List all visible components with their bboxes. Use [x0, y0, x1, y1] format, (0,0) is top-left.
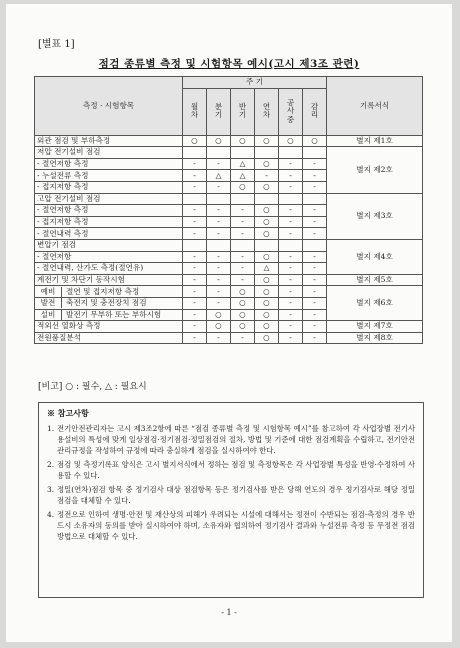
period-cell: ○ — [183, 135, 207, 147]
notes-heading: ※ 참고사항 — [47, 408, 89, 418]
period-cell: ○ — [255, 309, 279, 321]
form-cell: 별지 제6호 — [327, 286, 423, 321]
gen-group-label: 설비 — [35, 310, 62, 320]
period-cell — [183, 147, 207, 159]
period-cell: - — [207, 158, 231, 170]
period-cell: - — [207, 297, 231, 309]
row-label: - 절연저항 — [35, 251, 183, 263]
header-item: 측정 · 시험항목 — [35, 77, 183, 136]
period-cell: - — [279, 251, 303, 263]
period-cell: - — [279, 170, 303, 182]
period-cell: ○ — [255, 135, 279, 147]
form-cell: 별지 제1호 — [327, 135, 423, 147]
period-cell: - — [183, 158, 207, 170]
period-cell — [183, 193, 207, 205]
period-label: 반기 — [238, 101, 247, 120]
period-cell: - — [279, 205, 303, 217]
note-number: 4. — [47, 510, 55, 519]
row-label: - 접지저항 측정 — [35, 181, 183, 193]
period-cell: - — [303, 332, 327, 344]
period-label: 분기 — [214, 101, 223, 120]
period-cell: - — [207, 181, 231, 193]
period-cell: - — [279, 216, 303, 228]
period-cell: ○ — [255, 205, 279, 217]
period-cell — [231, 239, 255, 251]
header-period-0 — [183, 88, 207, 135]
period-cell — [279, 147, 303, 159]
period-cell: ○ — [255, 332, 279, 344]
period-cell: - — [207, 205, 231, 217]
row-label: 고압 전기설비 점검 — [35, 193, 183, 205]
period-cell: - — [183, 309, 207, 321]
note-item — [47, 509, 415, 542]
period-cell: - — [183, 297, 207, 309]
period-cell — [183, 239, 207, 251]
period-cell: - — [255, 170, 279, 182]
note-text: 정밀(연차)점검 항목 중 정기검사 대상 점검항목 등은 정기검사를 받은 당해 연도의 경우 정기검사로 해당 정밀점검을 대체할 수 있다. — [57, 485, 415, 505]
period-cell: - — [207, 228, 231, 240]
period-cell: - — [183, 251, 207, 263]
period-cell: - — [207, 263, 231, 275]
form-cell: 별지 제5호 — [327, 274, 423, 286]
period-cell: ○ — [255, 181, 279, 193]
period-cell: - — [279, 263, 303, 275]
header-period-5 — [303, 88, 327, 135]
period-cell: - — [303, 251, 327, 263]
period-cell: - — [183, 181, 207, 193]
period-cell: ○ — [231, 286, 255, 298]
period-cell: - — [303, 228, 327, 240]
form-cell: 별지 제7호 — [327, 321, 423, 333]
period-cell — [255, 239, 279, 251]
period-cell: ○ — [231, 321, 255, 333]
period-cell: - — [303, 158, 327, 170]
period-cell: - — [303, 263, 327, 275]
gen-group-label: 예비 — [35, 287, 62, 297]
period-cell — [231, 193, 255, 205]
form-cell: 별지 제3호 — [327, 193, 423, 239]
period-cell: - — [303, 321, 327, 333]
period-cell: - — [207, 274, 231, 286]
note-item — [47, 423, 415, 456]
period-cell: ○ — [231, 181, 255, 193]
period-cell: - — [183, 205, 207, 217]
period-cell: - — [303, 205, 327, 217]
note-number: 2. — [47, 460, 55, 469]
header-period-2 — [231, 88, 255, 135]
period-cell: ○ — [207, 135, 231, 147]
row-label: 외관 점검 및 부하측정 — [35, 135, 183, 147]
period-cell: - — [279, 309, 303, 321]
period-cell: - — [183, 274, 207, 286]
note-text: 전기안전관리자는 고시 제3조2항에 따른 “점검 종류별 측정 및 시험항목 예시”를 참고하여 각 사업장별 전기사용설비의 특성에 맞게 일상점검·정기점검·정밀점검의 절차, 방법 및 기준에 대한 점검계획을 수립하고, 전기안전관리규정을 작성하여 규정에 따라 충실하게 점검을 실시하여야 한다. — [57, 424, 415, 455]
period-label: 월차 — [190, 101, 199, 120]
appendix-tag: [별표 1] — [38, 39, 75, 50]
header-period-4 — [279, 88, 303, 135]
period-cell — [303, 239, 327, 251]
period-cell: - — [303, 309, 327, 321]
period-cell: - — [231, 228, 255, 240]
period-cell: △ — [207, 170, 231, 182]
form-cell: 별지 제4호 — [327, 239, 423, 274]
period-cell: ○ — [207, 309, 231, 321]
legend: [비고] ○ : 필수, △ : 필요시 — [38, 382, 147, 392]
table-row — [35, 286, 423, 298]
table-row — [35, 274, 423, 286]
row-label: - 절연내력 측정 — [35, 228, 183, 240]
period-cell: - — [279, 274, 303, 286]
period-cell — [255, 147, 279, 159]
period-cell — [207, 147, 231, 159]
gen-row-label: 발전기 무부하 또는 부하시험 — [66, 309, 162, 319]
form-cell: 별지 제8호 — [327, 332, 423, 344]
period-cell: ○ — [231, 309, 255, 321]
header-period-3 — [255, 88, 279, 135]
period-cell: - — [303, 286, 327, 298]
form-cell: 별지 제2호 — [327, 147, 423, 193]
period-cell: △ — [231, 158, 255, 170]
page-title: 점검 종류별 측정 및 시험항목 예시(고시 제3조 관련) — [98, 58, 360, 70]
row-label — [35, 297, 183, 309]
period-cell — [279, 239, 303, 251]
period-cell — [303, 147, 327, 159]
period-label: 감리 — [310, 101, 319, 120]
period-cell: - — [183, 286, 207, 298]
row-label: - 접지저항 측정 — [35, 216, 183, 228]
period-cell: - — [207, 251, 231, 263]
period-cell — [231, 147, 255, 159]
period-cell: ○ — [255, 228, 279, 240]
period-cell: - — [207, 332, 231, 344]
period-cell: - — [303, 297, 327, 309]
period-cell: ○ — [255, 321, 279, 333]
document-page — [6, 4, 452, 642]
period-cell: - — [231, 205, 255, 217]
period-cell: ○ — [255, 158, 279, 170]
table-row — [35, 321, 423, 333]
gen-row-label: 절연 및 접지저항 측정 — [66, 286, 140, 296]
period-cell — [207, 193, 231, 205]
period-cell: - — [303, 216, 327, 228]
page-number: - 1 - — [221, 608, 237, 617]
period-cell — [279, 193, 303, 205]
row-label: 적외선 열화상 측정 — [35, 321, 183, 333]
period-cell: ○ — [231, 297, 255, 309]
gen-group-label: 발전 — [35, 298, 62, 308]
period-cell: - — [279, 228, 303, 240]
period-cell — [303, 193, 327, 205]
note-item — [47, 484, 415, 506]
header-period: 주 기 — [183, 77, 327, 89]
period-cell — [207, 239, 231, 251]
table-row — [35, 332, 423, 344]
table-row — [35, 193, 423, 205]
note-number: 3. — [47, 485, 55, 494]
row-label: - 절연저항 측정 — [35, 158, 183, 170]
period-cell: - — [303, 181, 327, 193]
period-cell: - — [303, 170, 327, 182]
period-cell: - — [231, 274, 255, 286]
note-item — [47, 459, 415, 481]
period-cell: ○ — [255, 251, 279, 263]
period-label: 연차 — [262, 101, 271, 120]
period-cell: - — [183, 228, 207, 240]
row-label — [35, 309, 183, 321]
period-cell: - — [183, 321, 207, 333]
period-cell: - — [279, 332, 303, 344]
gen-row-label: 축전지 및 충전장치 점검 — [66, 298, 147, 308]
period-cell: ○ — [255, 216, 279, 228]
period-cell: - — [231, 263, 255, 275]
period-cell: △ — [231, 170, 255, 182]
period-cell: ○ — [207, 321, 231, 333]
header-form: 기록서식 — [327, 77, 423, 136]
period-cell — [255, 193, 279, 205]
period-cell: ○ — [303, 135, 327, 147]
row-label: 전원품질분석 — [35, 332, 183, 344]
header-period-1 — [207, 88, 231, 135]
period-cell: - — [183, 332, 207, 344]
period-cell: - — [279, 321, 303, 333]
table-row — [35, 147, 423, 159]
period-cell: △ — [255, 263, 279, 275]
period-cell: - — [303, 274, 327, 286]
row-label: 계전기 및 차단기 동작시험 — [35, 274, 183, 286]
period-cell: - — [279, 158, 303, 170]
period-cell: - — [231, 332, 255, 344]
period-label: 공사중 — [286, 97, 295, 124]
row-label: - 절연저항 측정 — [35, 205, 183, 217]
period-cell: - — [279, 181, 303, 193]
period-cell: ○ — [255, 297, 279, 309]
period-cell: - — [207, 286, 231, 298]
note-text: 점검 및 측정기록표 양식은 고시 별지서식에서 정하는 점검 및 측정항목은 각 사업장별 특성을 반영·수정하여 사용할 수 있다. — [57, 460, 415, 480]
period-cell: - — [183, 263, 207, 275]
period-cell: - — [279, 297, 303, 309]
row-label: - 절연내력, 산가도 측정(절연유) — [35, 263, 183, 275]
period-cell: - — [231, 251, 255, 263]
note-text: 정전으로 인하여 생명·안전 및 재산상의 피해가 우려되는 시설에 대해서는 정전이 수반되는 점검·측정의 경우 반드시 소유자의 동의를 받아 실시하여야 하며, 소유자와 협의하여 정기검사 결과와 누설전류 측정 등 무정전 점검방법으로 대체할 수 있다. — [57, 510, 415, 541]
period-cell: - — [183, 216, 207, 228]
period-cell: ○ — [255, 274, 279, 286]
period-cell: - — [183, 170, 207, 182]
row-label: - 누설전류 측정 — [35, 170, 183, 182]
table-row — [35, 239, 423, 251]
period-cell: ○ — [279, 135, 303, 147]
row-label — [35, 286, 183, 298]
inspection-table — [34, 76, 423, 344]
period-cell: ○ — [231, 135, 255, 147]
table-row — [35, 135, 423, 147]
period-cell: - — [207, 216, 231, 228]
notes-box — [38, 402, 424, 598]
note-number: 1. — [47, 424, 55, 433]
row-label: 변압기 점검 — [35, 239, 183, 251]
row-label: 저압 전기설비 점검 — [35, 147, 183, 159]
period-cell: ○ — [255, 286, 279, 298]
period-cell: - — [279, 286, 303, 298]
period-cell: - — [231, 216, 255, 228]
